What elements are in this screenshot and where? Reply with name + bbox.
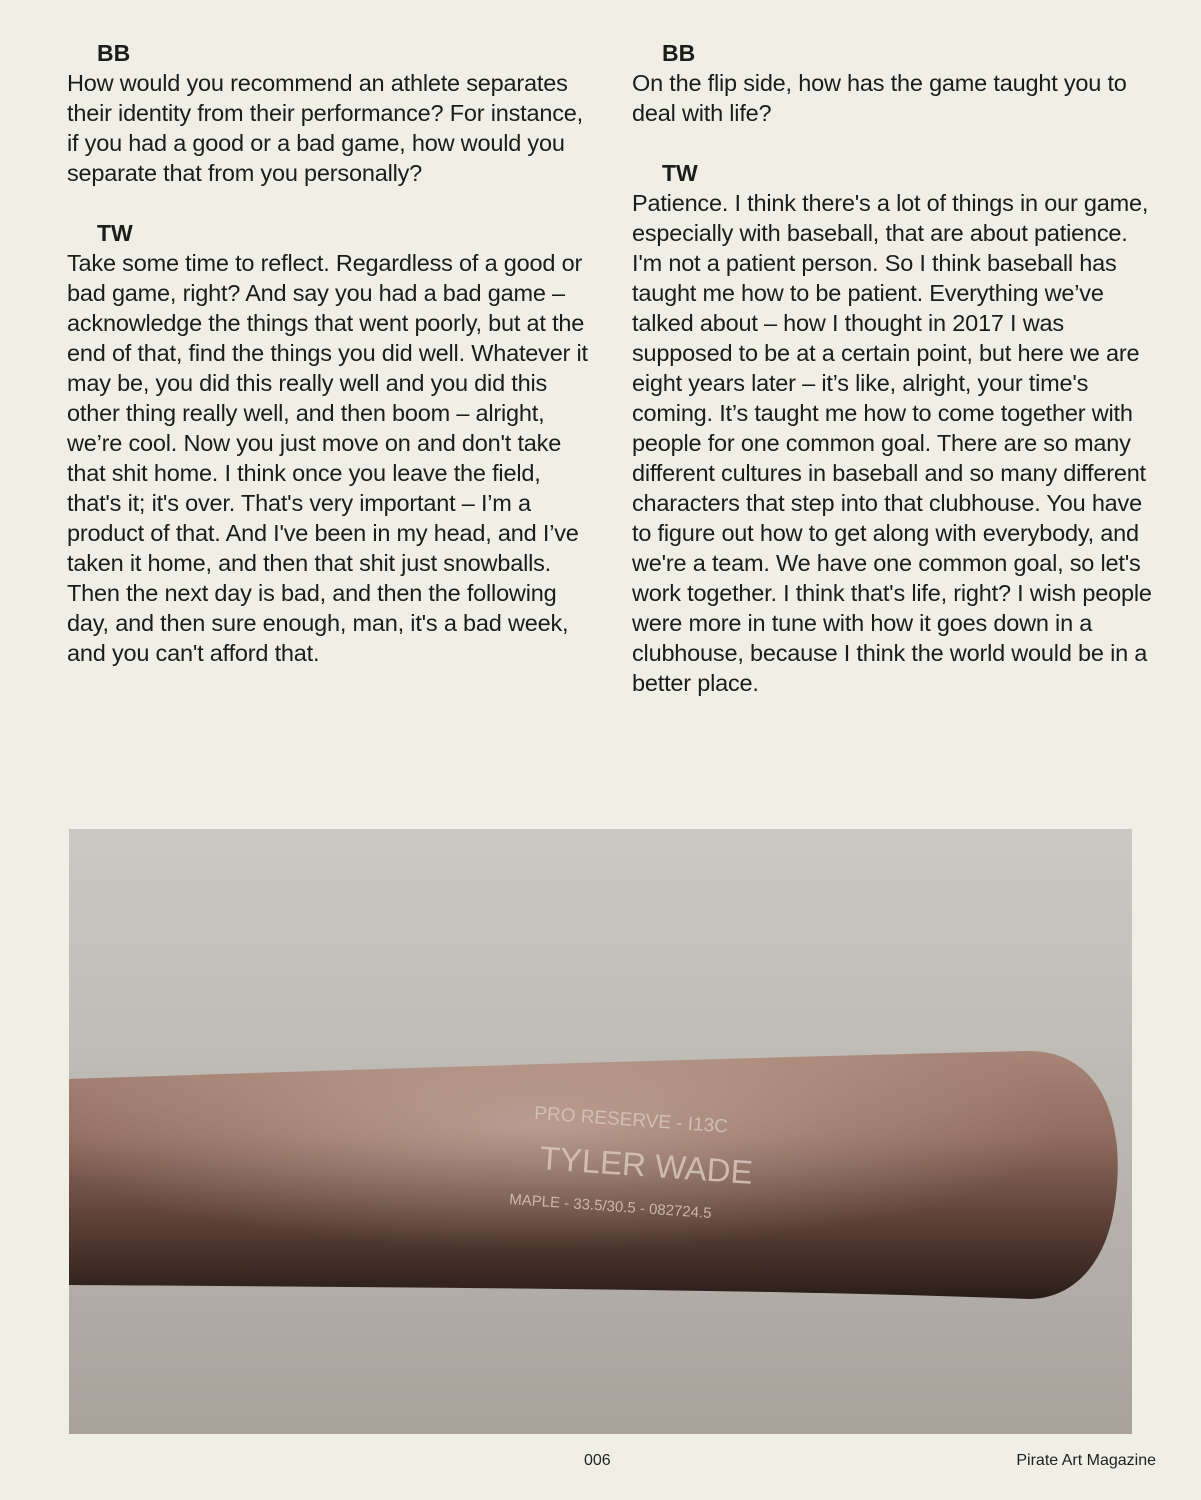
left-column <box>67 38 597 668</box>
speaker-label: TW <box>662 160 698 186</box>
baseball-bat-photo <box>69 829 1132 1434</box>
speaker-label: BB <box>662 40 696 66</box>
bat-engraving-model: PRO RESERVE - I13C <box>533 1103 729 1138</box>
interview-answer: Patience. I think there's a lot of things in our game, especially with baseball, that are about patience. I'm not a patient person. So I think baseball has taught me how to be patient. Everything we’ve talked about – how I thought in 2017 I was supposed to be at a certain point, but here we are eight years later – it’s like, alright, your time's coming. It’s taught me how to come together with people for one common goal. There are so many different cultures in baseball and so many different characters that step into that clubhouse. You have to figure out how to get along with everybody, and we're a team. We have one common goal, so let's work together. I think that's life, right? I wish people were more in tune with how it goes down in a clubhouse, because I think the world would be in a better place. <box>632 190 1152 696</box>
magazine-name: Pirate Art Magazine <box>1016 1452 1156 1469</box>
interview-question: How would you recommend an athlete separates their identity from their performance? For instance, if you had a good or a bad game, how would you separate that from you personally? <box>67 70 583 186</box>
right-column <box>632 38 1162 698</box>
bat-engraving-specs: MAPLE - 33.5/30.5 - 082724.5 <box>508 1191 713 1223</box>
page-number: 006 <box>584 1452 611 1469</box>
speaker-label: TW <box>97 220 133 246</box>
speaker-label: BB <box>97 40 131 66</box>
interview-question: On the flip side, how has the game taught you to deal with life? <box>632 70 1127 126</box>
bat-engraving-name: TYLER WADE <box>538 1139 754 1191</box>
interview-answer: Take some time to reflect. Regardless of a good or bad game, right? And say you had a bad game – acknowledge the things that went poorly, but at the end of that, find the things you did well. Whatever it may be, you did this really well and you did this other thing really well, and then boom – alright, we’re cool. Now you just move on and don't take that shit home. I think once you leave the field, that's it; it's over. That's very important – I’m a product of that. And I've been in my head, and I’ve taken it home, and then that shit just snowballs. Then the next day is bad, and then the following day, and then sure enough, man, it's a bad week, and you can't afford that. <box>67 250 588 666</box>
